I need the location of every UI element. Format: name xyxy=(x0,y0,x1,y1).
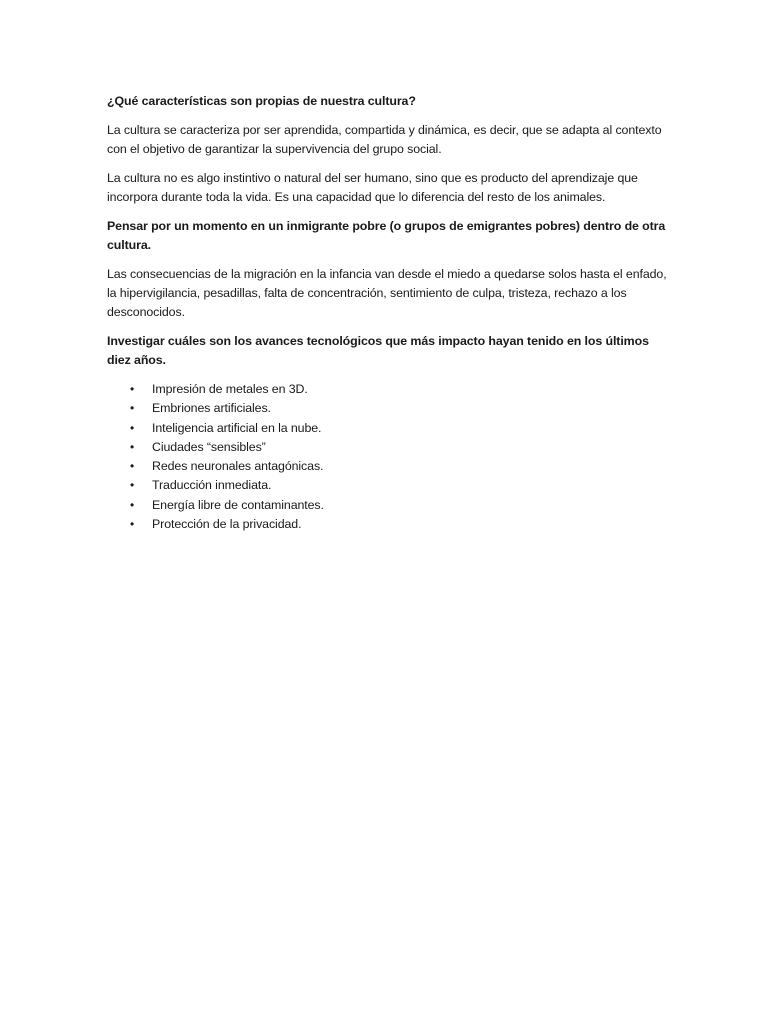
list-item-text: Redes neuronales antagónicas. xyxy=(152,459,324,474)
bullet-icon: • xyxy=(130,459,135,474)
list-item xyxy=(107,419,667,438)
list-item-text: Protección de la privacidad. xyxy=(152,517,302,532)
heading-tech-advances: Investigar cuáles son los avances tecnológicos que más impacto hayan tenido en los últimos diez años. xyxy=(107,334,649,367)
list-item-text: Inteligencia artificial en la nube. xyxy=(152,420,322,435)
list-item-text: Embriones artificiales. xyxy=(152,401,271,416)
paragraph-culture-learning: La cultura no es algo instintivo o natural del ser humano, sino que es producto del aprendizaje que incorpora durante toda la vida. Es una capacidad que lo diferencia del resto de los animales. xyxy=(107,171,638,204)
paragraph-migration-consequences: Las consecuencias de la migración en la infancia van desde el miedo a quedarse solos hasta el enfado, la hipervigilancia, pesadillas, falta de concentración, sentimiento de culpa, tristeza, rechazo a los desconocidos. xyxy=(107,267,667,319)
list-item-text: Impresión de metales en 3D. xyxy=(152,382,308,396)
list-item-text: Traducción inmediata. xyxy=(152,478,272,493)
list-item xyxy=(107,457,667,476)
bullet-icon: • xyxy=(130,517,135,532)
list-item-text: Ciudades “sensibles” xyxy=(152,439,266,454)
list-item xyxy=(107,438,667,457)
bullet-icon: • xyxy=(130,420,135,435)
heading-culture-characteristics: ¿Qué características son propias de nuestra cultura? xyxy=(107,94,416,108)
heading-immigrant: Pensar por un momento en un inmigrante pobre (o grupos de emigrantes pobres) dentro de otra cultura. xyxy=(107,219,666,252)
bullet-icon: • xyxy=(130,382,135,396)
bullet-icon: • xyxy=(130,478,135,493)
paragraph-culture-definition: La cultura se caracteriza por ser aprendida, compartida y dinámica, es decir, que se adapta al contexto con el objetivo de garantizar la supervivencia del grupo social. xyxy=(107,123,662,156)
bullet-icon: • xyxy=(130,439,135,454)
bullet-icon: • xyxy=(130,401,135,416)
list-item xyxy=(107,496,667,515)
list-item xyxy=(107,399,667,418)
document-page xyxy=(107,92,667,534)
list-item xyxy=(107,515,667,534)
bullet-icon: • xyxy=(130,497,135,512)
list-item xyxy=(107,476,667,495)
list-item-text: Energía libre de contaminantes. xyxy=(152,497,324,512)
list-item xyxy=(107,380,667,399)
tech-advances-list xyxy=(107,380,667,534)
